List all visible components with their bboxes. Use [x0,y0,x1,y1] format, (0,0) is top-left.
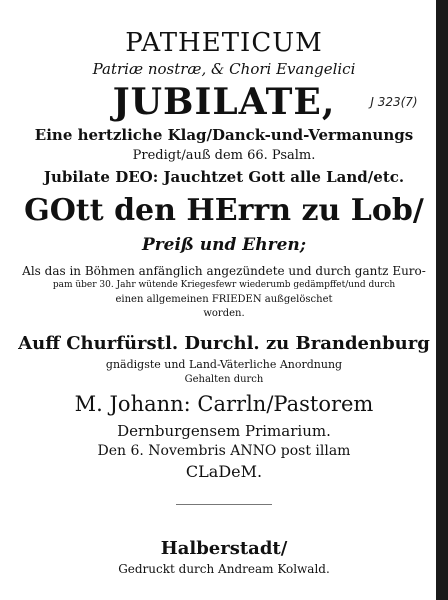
chronogram-line: CLaDeM. [185,462,263,481]
dedication-sub: Preiß und Ehren; [141,235,307,255]
date-line: Den 6. Novembris ANNO post illam [97,443,351,459]
occasion-line-1: Als das in Böhmen anfänglich angezündete und durch gantz Euro- [22,264,426,278]
subtitle-line: Patriæ nostræ, & Chori Evangelici [92,60,356,78]
occasion-line-2: pam über 30. Jahr wütende Kriegesfewr wiederumb gedämpffet/und durch [52,280,396,290]
jubilate-deo-line: Jubilate DEO: Jauchtzet Gott alle Land/etc. [43,168,405,186]
dedication-large: GOtt den HErrn zu Lob/ [24,193,424,228]
held-by-line: Gehalten durch [184,374,264,385]
elector-line: Auff Churfürstl. Durchl. zu Brandenburg [18,333,430,354]
imprint-printer: Gedruckt durch Andream Kolwald. [118,562,330,576]
title-main: PATHETICUM [125,28,323,58]
imprint-place: Halberstadt/ [160,538,288,559]
occasion-line-3: einen allgemeinen FRIEDEN außgelöschet [115,294,333,305]
shelfmark-annotation: J 323(7) [370,95,418,109]
author-title-line: Dernburgensem Primarium. [117,422,331,440]
page-edge-shadow [436,0,448,600]
author-line: M. Johann: Carrln/Pastorem [74,392,374,416]
occasion-line-4: worden. [203,308,245,319]
divider-rule [176,504,272,505]
ordinance-line: gnädigste und Land-Väterliche Anordnung [105,358,343,371]
sermon-description: Eine hertzliche Klag/Danck-und-Vermanungs [34,126,414,144]
jubilate-title: JUBILATE, [112,81,336,123]
psalm-reference: Predigt/auß dem 66. Psalm. [132,148,316,163]
